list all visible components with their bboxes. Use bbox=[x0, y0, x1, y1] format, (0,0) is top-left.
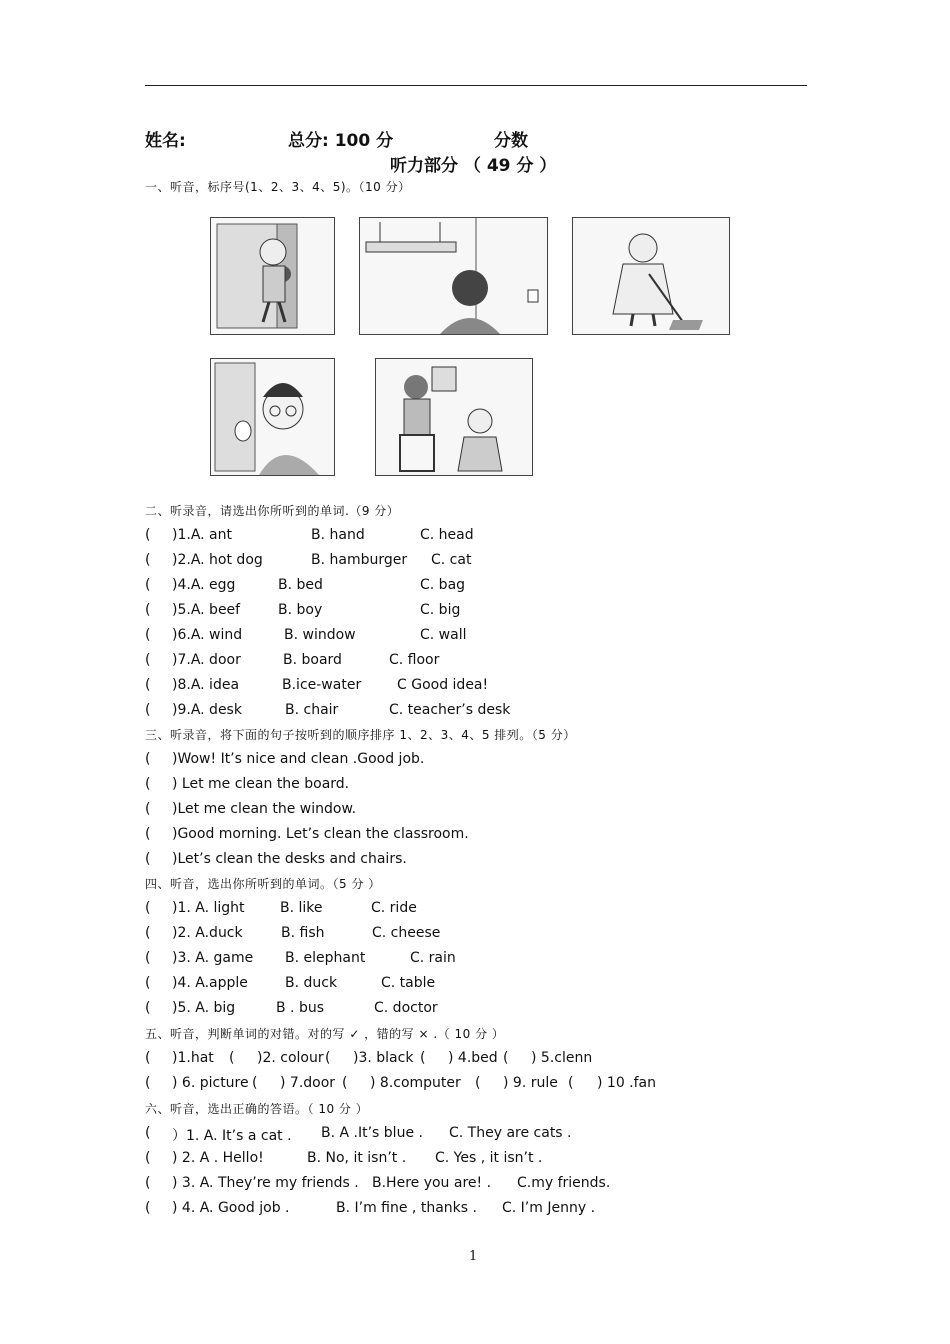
girl-at-door-picture bbox=[210, 217, 335, 335]
answer-bracket[interactable]: ( bbox=[145, 552, 151, 568]
answer-option: ) 4.bed bbox=[448, 1050, 498, 1066]
answer-option: B. bed bbox=[278, 577, 323, 593]
answer-option: B.ice-water bbox=[282, 677, 362, 693]
answer-option: ) 10 .fan bbox=[597, 1075, 657, 1091]
answer-option: C Good idea! bbox=[397, 677, 489, 693]
answer-bracket[interactable]: ( bbox=[145, 925, 151, 941]
question-text: ) Let me clean the board. bbox=[172, 776, 350, 792]
question-text: )Wow! It’s nice and clean .Good job. bbox=[172, 751, 425, 767]
answer-option: B. A .It’s blue . bbox=[321, 1125, 423, 1141]
answer-bracket[interactable]: ( bbox=[325, 1050, 331, 1066]
answer-option: C. Yes , it isn’t . bbox=[435, 1150, 543, 1166]
answer-bracket[interactable]: ( bbox=[145, 751, 151, 767]
answer-option: )3. black bbox=[353, 1050, 414, 1066]
answer-option: ) 9. rule bbox=[503, 1075, 558, 1091]
girl-sweeping-floor-picture bbox=[572, 217, 730, 335]
answer-option: ) 8.computer bbox=[370, 1075, 461, 1091]
question-text: )1. A. light bbox=[172, 900, 245, 916]
section-1-title: 一、听音，标序号(1、2、3、4、5)。（10 分） bbox=[145, 180, 411, 194]
question-text: ) 6. picture bbox=[172, 1075, 249, 1091]
answer-bracket[interactable]: ( bbox=[145, 577, 151, 593]
question-text: )9.A. desk bbox=[172, 702, 242, 718]
answer-bracket[interactable]: ( bbox=[145, 851, 151, 867]
answer-bracket[interactable]: ( bbox=[145, 776, 151, 792]
answer-option: B. I’m fine , thanks . bbox=[336, 1200, 477, 1216]
question-text: )4. A.apple bbox=[172, 975, 248, 991]
listening-section-title: 听力部分 （ 49 分 ） bbox=[390, 156, 557, 176]
answer-option: B.Here you are! . bbox=[372, 1175, 492, 1191]
answer-option: ) 5.clenn bbox=[531, 1050, 593, 1066]
section-2-title: 二、听录音，请选出你所听到的单词.（9 分） bbox=[145, 504, 400, 518]
section-5-title: 五、听音，判断单词的对错。对的写 ✓ ，错的写 × .（ 10 分 ） bbox=[145, 1027, 505, 1041]
name-label: 姓名: bbox=[145, 131, 186, 151]
answer-bracket[interactable]: ( bbox=[475, 1075, 481, 1091]
answer-option: C. teacher’s desk bbox=[389, 702, 511, 718]
question-text: )5. A. big bbox=[172, 1000, 236, 1016]
answer-bracket[interactable]: ( bbox=[145, 1150, 151, 1166]
answer-option: C. wall bbox=[420, 627, 467, 643]
answer-bracket[interactable]: ( bbox=[145, 950, 151, 966]
answer-bracket[interactable]: ( bbox=[145, 1175, 151, 1191]
answer-bracket[interactable]: ( bbox=[145, 602, 151, 618]
answer-bracket[interactable]: ( bbox=[145, 702, 151, 718]
total-score-label: 总分: 100 分 bbox=[288, 131, 394, 151]
answer-bracket[interactable]: ( bbox=[145, 677, 151, 693]
children-cleaning-wall-picture bbox=[375, 358, 533, 476]
answer-bracket[interactable]: ( bbox=[568, 1075, 574, 1091]
answer-bracket[interactable]: ( bbox=[503, 1050, 509, 1066]
question-text: ) 4. A. Good job . bbox=[172, 1200, 290, 1216]
page-number: 1 bbox=[469, 1249, 478, 1264]
question-text: )Let me clean the window. bbox=[172, 801, 357, 817]
answer-option: C. head bbox=[420, 527, 474, 543]
question-text: )2. A.duck bbox=[172, 925, 243, 941]
answer-bracket[interactable]: ( bbox=[145, 627, 151, 643]
boy-turning-on-light-picture bbox=[359, 217, 548, 335]
answer-bracket[interactable]: ( bbox=[145, 801, 151, 817]
answer-bracket[interactable]: ( bbox=[342, 1075, 348, 1091]
boy-cleaning-window-picture bbox=[210, 358, 335, 476]
answer-option: C. floor bbox=[389, 652, 440, 668]
answer-option: C. ride bbox=[371, 900, 417, 916]
answer-bracket[interactable]: ( bbox=[145, 1050, 151, 1066]
answer-option: B. chair bbox=[285, 702, 339, 718]
answer-option: C. bag bbox=[420, 577, 466, 593]
answer-option: B. duck bbox=[285, 975, 338, 991]
answer-option: B. board bbox=[283, 652, 342, 668]
question-text: )7.A. door bbox=[172, 652, 241, 668]
answer-option: C. table bbox=[381, 975, 436, 991]
question-text: ) 2. A . Hello! bbox=[172, 1150, 264, 1166]
answer-option: B. hand bbox=[311, 527, 365, 543]
question-text: )Let’s clean the desks and chairs. bbox=[172, 851, 407, 867]
answer-option: C. I’m Jenny . bbox=[502, 1200, 596, 1216]
answer-option: C.my friends. bbox=[517, 1175, 611, 1191]
answer-option: B. boy bbox=[278, 602, 323, 618]
question-text: )1.A. ant bbox=[172, 527, 232, 543]
answer-bracket[interactable]: ( bbox=[420, 1050, 426, 1066]
question-text: )8.A. idea bbox=[172, 677, 240, 693]
question-text: ) 3. A. They’re my friends . bbox=[172, 1175, 359, 1191]
answer-option: )2. colour bbox=[257, 1050, 324, 1066]
section-4-title: 四、听音，选出你所听到的单词。（5 分 ） bbox=[145, 877, 381, 891]
answer-option: B. elephant bbox=[285, 950, 366, 966]
answer-option: C. cheese bbox=[372, 925, 441, 941]
question-text: )5.A. beef bbox=[172, 602, 241, 618]
score-label: 分数 bbox=[494, 131, 528, 151]
answer-bracket[interactable]: ( bbox=[145, 826, 151, 842]
answer-option: B. fish bbox=[281, 925, 325, 941]
question-text: )3. A. game bbox=[172, 950, 254, 966]
answer-bracket[interactable]: ( bbox=[145, 1125, 151, 1141]
answer-option: ) 7.door bbox=[280, 1075, 336, 1091]
section-3-title: 三、听录音，将下面的句子按听到的顺序排序 1、2、3、4、5 排列。（5 分） bbox=[145, 728, 576, 742]
question-text: )2.A. hot dog bbox=[172, 552, 263, 568]
question-text: ）1. A. It’s a cat . bbox=[172, 1128, 292, 1144]
answer-option: C. big bbox=[420, 602, 461, 618]
answer-bracket[interactable]: ( bbox=[145, 652, 151, 668]
answer-bracket[interactable]: ( bbox=[145, 1000, 151, 1016]
question-text: )4.A. egg bbox=[172, 577, 236, 593]
question-text: )1.hat bbox=[172, 1050, 214, 1066]
answer-option: B. No, it isn’t . bbox=[307, 1150, 407, 1166]
answer-option: B . bus bbox=[276, 1000, 325, 1016]
answer-bracket[interactable]: ( bbox=[145, 527, 151, 543]
answer-bracket[interactable]: ( bbox=[145, 900, 151, 916]
answer-option: C. They are cats . bbox=[449, 1125, 572, 1141]
answer-bracket[interactable]: ( bbox=[145, 1075, 151, 1091]
question-text: )Good morning. Let’s clean the classroom. bbox=[172, 826, 469, 842]
answer-option: B. window bbox=[284, 627, 356, 643]
answer-bracket[interactable]: ( bbox=[145, 1200, 151, 1216]
section-6-title: 六、听音，选出正确的答语。（ 10 分 ） bbox=[145, 1102, 369, 1116]
answer-option: B. hamburger bbox=[311, 552, 408, 568]
answer-bracket[interactable]: ( bbox=[145, 975, 151, 991]
answer-option: C. cat bbox=[431, 552, 472, 568]
answer-option: C. doctor bbox=[374, 1000, 438, 1016]
question-text: )6.A. wind bbox=[172, 627, 243, 643]
answer-option: C. rain bbox=[410, 950, 456, 966]
answer-option: B. like bbox=[280, 900, 323, 916]
top-rule bbox=[145, 85, 807, 86]
answer-bracket[interactable]: ( bbox=[252, 1075, 258, 1091]
answer-bracket[interactable]: ( bbox=[229, 1050, 235, 1066]
